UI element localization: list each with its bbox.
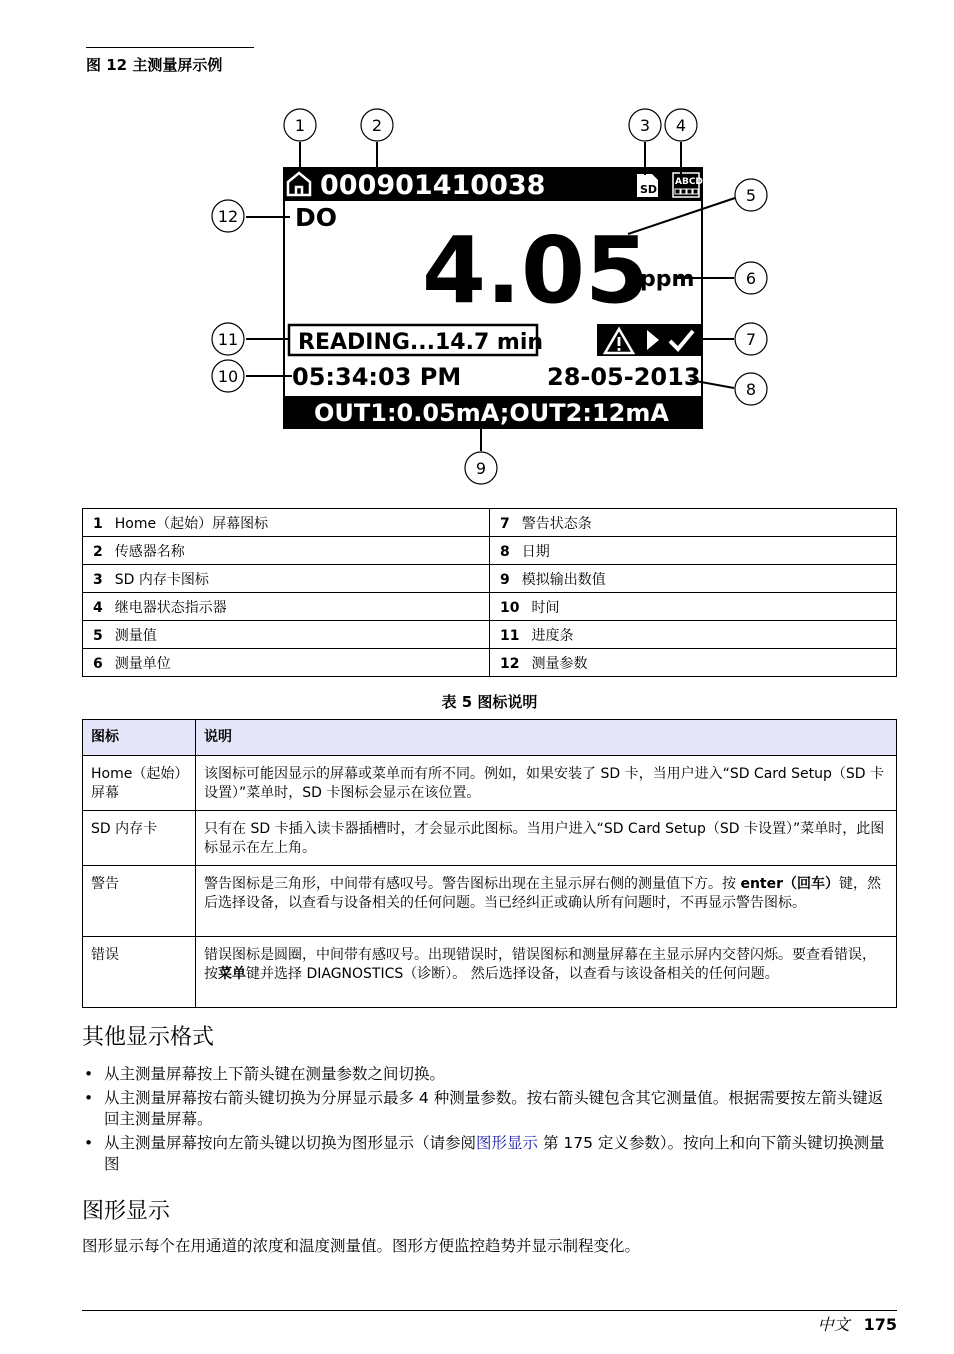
output-text: OUT1:0.05mA;OUT2:12mA: [314, 399, 669, 427]
graph-display-link[interactable]: 图形显示: [476, 1134, 539, 1152]
bullet-list: [82, 1064, 897, 1178]
legend-row: 3 SD 内存卡图标 9 模拟输出数值: [83, 565, 897, 593]
parameter-name: DO: [295, 203, 338, 232]
callout-5: 5: [745, 186, 757, 205]
table-row: 警告 警告图标是三角形，中间带有感叹号。警告图标出现在主显示屏右侧的测量值下方。按 enter（回车）键，然后选择设备，以查看与设备相关的任何问题。当已经纠正或确认所有问题时，不再显示警告图标。: [83, 866, 897, 937]
measurement-unit: ppm: [640, 267, 695, 292]
relay-label: ABCD: [675, 177, 703, 187]
table-caption: 表 5 图标说明: [441, 693, 538, 711]
table-row: Home（起始）屏幕 该图标可能因显示的屏幕或菜单而有所不同。例如，如果安装了 SD 卡，当用户进入“SD Card Setup（SD 卡设置）”菜单时，SD 卡图标会显示在该位置。: [83, 756, 897, 811]
callout-7: 7: [745, 330, 757, 349]
callout-4: 4: [675, 116, 687, 135]
callout-6: 6: [745, 269, 757, 288]
table-row: SD 内存卡 只有在 SD 卡插入读卡器插槽时，才会显示此图标。当用户进入“SD Card Setup（SD 卡设置）”菜单时，此图标显示在左上角。: [83, 811, 897, 866]
callout-11: 11: [217, 330, 239, 349]
legend-row: 5 测量值 11 进度条: [83, 621, 897, 649]
callout-3: 3: [639, 116, 651, 135]
list-item: • 从主测量屏幕按上下箭头键在测量参数之间切换。: [82, 1064, 897, 1085]
page-footer: [818, 1312, 897, 1335]
section-title-graph-display: 图形显示: [82, 1199, 171, 1224]
relay-status-icon: [673, 173, 703, 197]
serial-number: 000901410038: [320, 170, 546, 201]
display-diagram: [200, 100, 780, 490]
section-title-other-formats: 其他显示格式: [82, 1025, 215, 1050]
sd-label: SD: [640, 183, 658, 196]
page-number: 175: [863, 1315, 897, 1334]
footer-rule: [82, 1310, 897, 1311]
callout-1: 1: [294, 116, 306, 135]
list-item: • 从主测量屏幕按右箭头键切换为分屏显示最多 4 种测量参数。按右箭头键包含其它测量值。根据需要按左箭头键返回主测量屏幕。: [82, 1088, 897, 1130]
graph-display-paragraph: 图形显示每个在用通道的浓度和温度测量值。图形方便监控趋势并显示制程变化。: [82, 1237, 641, 1255]
figure-caption: 图 12 主测量屏示例: [86, 47, 254, 75]
header-icon: 图标: [83, 720, 196, 756]
legend-row: 1 Home（起始）屏幕图标 7 警告状态条: [83, 509, 897, 537]
date-text: 28-05-2013: [547, 363, 701, 391]
measurement-value: 4.05: [422, 217, 649, 324]
icon-description-table: [82, 719, 897, 1008]
time-text: 05:34:03 PM: [292, 363, 462, 391]
callout-2: 2: [371, 116, 383, 135]
callout-12: 12: [217, 207, 239, 226]
list-item: • 从主测量屏幕按向左箭头键以切换为图形显示（请参阅图形显示 第 175 定义参数）。按向上和向下箭头键切换测量图: [82, 1133, 897, 1175]
legend-row: 4 继电器状态指示器 10 时间: [83, 593, 897, 621]
callout-9: 9: [475, 459, 487, 478]
header-desc: 说明: [196, 720, 897, 756]
legend-table: [82, 508, 897, 677]
legend-row: 2 传感器名称 8 日期: [83, 537, 897, 565]
callout-8: 8: [745, 380, 757, 399]
table-row: 错误 错误图标是圆圈，中间带有感叹号。出现错误时，错误图标和测量屏幕在主显示屏内交替闪烁。要查看错误，按菜单键并选择 DIAGNOSTICS（诊断）。 然后选择设备，以查看与该设备相关的任何问题。: [83, 937, 897, 1008]
sd-card-icon: [637, 174, 658, 197]
legend-row: 6 测量单位 12 测量参数: [83, 649, 897, 677]
callout-10: 10: [217, 367, 239, 386]
footer-language: 中文: [817, 1315, 850, 1334]
reading-text: READING...14.7 min: [298, 330, 544, 355]
